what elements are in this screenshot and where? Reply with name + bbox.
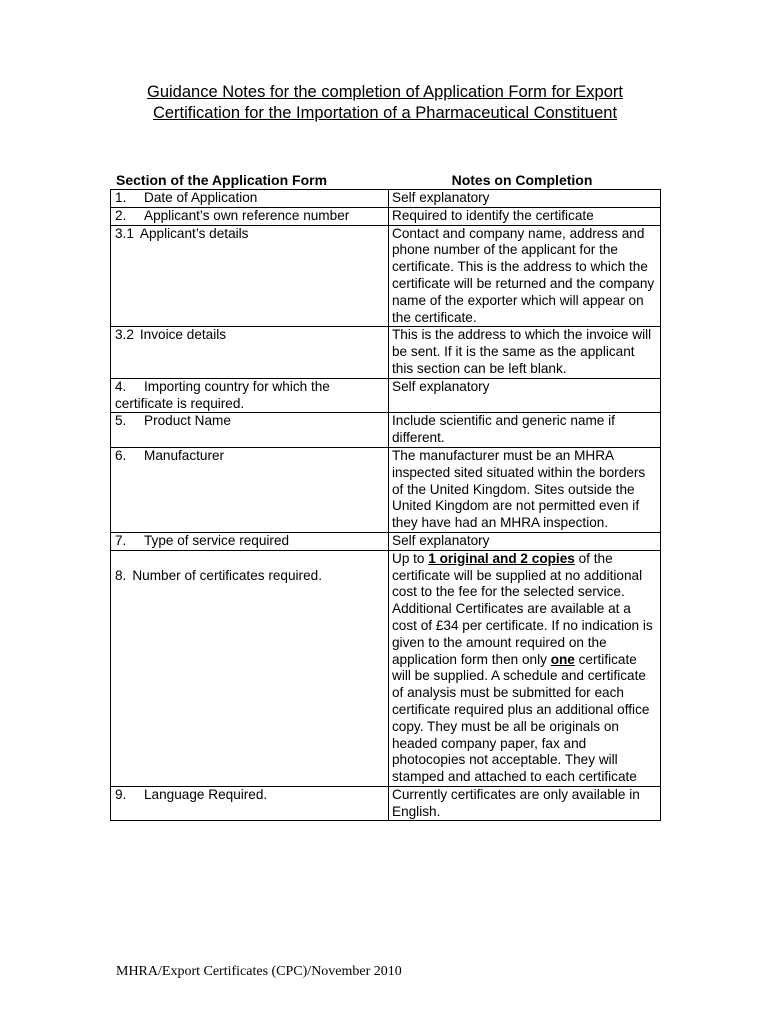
section-number: 5. xyxy=(115,413,127,429)
section-cell xyxy=(111,447,389,532)
guidance-table xyxy=(110,189,661,821)
title-line-2: Certification for the Importation of a Pharmaceutical Constituent xyxy=(152,104,618,122)
table-row xyxy=(111,327,661,378)
section-label: Date of Application xyxy=(144,190,258,205)
page-footer: MHRA/Export Certificates (CPC)/November 2010 xyxy=(116,964,402,979)
section-number: 3.1 xyxy=(115,225,134,241)
section-label: Invoice details xyxy=(139,327,227,343)
section-cell xyxy=(111,378,389,413)
section-label: Applicant’s own reference number xyxy=(144,207,350,223)
table-row xyxy=(111,550,661,786)
section-label: Type of service required xyxy=(144,532,290,548)
section-cell xyxy=(111,532,389,550)
note-cell: Contact and company name, address and phone number of the applicant for the certificate. This is the address to which the certificate will be returned and the company name of the exporter which will appear on the certificate. xyxy=(389,225,661,327)
note-text: Up to xyxy=(392,550,429,566)
table-row xyxy=(111,225,661,327)
note-cell xyxy=(389,550,661,786)
title-line-1: Guidance Notes for the completion of Application Form for Export xyxy=(147,83,623,101)
section-label: Manufacturer xyxy=(144,447,225,463)
note-cell: Self explanatory xyxy=(389,378,661,413)
table-row xyxy=(111,378,661,413)
section-cell xyxy=(111,225,389,327)
section-cell xyxy=(111,190,389,208)
section-label: Importing country for which the certificate is required. xyxy=(115,378,330,411)
section-label: Number of certificates required. xyxy=(132,567,322,583)
table-row xyxy=(111,447,661,532)
table-row xyxy=(111,413,661,448)
table-row xyxy=(111,786,661,821)
section-label: Applicant’s details xyxy=(139,225,249,241)
note-cell: Self explanatory xyxy=(389,532,661,550)
section-cell xyxy=(111,413,389,448)
note-text: of the certificate will be supplied at no additional cost to the fee for the selected service. Additional Certificates are available at a cost of £34 per certificate. If no indication is given to the amount required on the application form then only xyxy=(392,550,653,667)
table-row xyxy=(111,207,661,225)
document-title xyxy=(60,82,710,124)
section-number: 6. xyxy=(115,447,127,463)
note-cell: Currently certificates are only available in English. xyxy=(389,786,661,821)
section-cell xyxy=(111,207,389,225)
column-header-notes: Notes on Completion xyxy=(451,172,593,188)
table-row xyxy=(111,532,661,550)
section-cell xyxy=(111,327,389,378)
table-row xyxy=(111,190,661,208)
column-header-section: Section of the Application Form xyxy=(116,172,328,188)
section-label: Language Required. xyxy=(144,786,268,802)
section-number: 4. xyxy=(115,378,127,394)
section-number: 2. xyxy=(115,207,127,223)
note-text: certificate will be supplied. A schedule and certificate of analysis must be submitted for each certificate required plus an additional office copy. They must be all be originals on headed company paper, fax and photocopies not acceptable. They will stamped and attached to each certificate xyxy=(392,651,650,785)
section-number: 3.2 xyxy=(115,327,134,343)
section-number: 7. xyxy=(115,532,127,548)
note-emphasis: one xyxy=(550,651,575,667)
note-cell: Include scientific and generic name if different. xyxy=(389,413,661,448)
note-emphasis: 1 original and 2 copies xyxy=(428,550,575,566)
section-label: Product Name xyxy=(144,413,231,429)
section-number: 9. xyxy=(115,786,127,802)
note-cell: This is the address to which the invoice will be sent. If it is the same as the applicant this section can be left blank. xyxy=(389,327,661,378)
section-number: 1. xyxy=(115,190,127,205)
note-cell: The manufacturer must be an MHRA inspected sited situated within the borders of the United Kingdom. Sites outside the United Kingdom are not permitted even if they have had an MHRA inspection. xyxy=(389,447,661,532)
section-number: 8. xyxy=(115,567,127,583)
note-cell: Self explanatory xyxy=(389,190,661,208)
note-cell: Required to identify the certificate xyxy=(389,207,661,225)
section-cell xyxy=(111,550,389,786)
section-cell xyxy=(111,786,389,821)
